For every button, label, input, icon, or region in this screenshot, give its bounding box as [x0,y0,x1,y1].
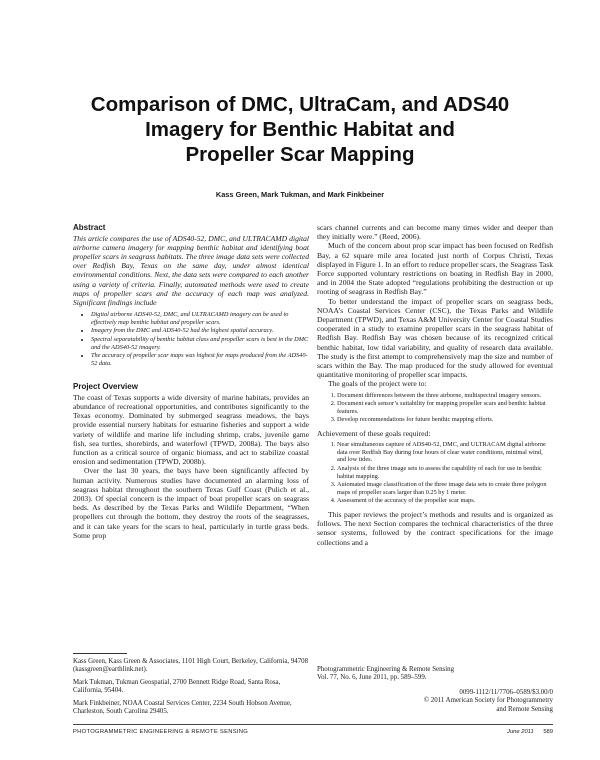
overview-paragraph: Over the last 30 years, the bays have been significantly affected by human activity. Numerous studies have documented an alarming loss of seagrass habitat throughout the southern Texas Gulf Coast (Pulich et al., 2003). Of special concern is the impact of boat propeller scars on seagrass beds. As described by the Texas Parks and Wildlife Department, “When propellers cut through the bottom, they destroy the roots of the seagrasses, and it can take years for the scars to heal, particularly in turtle grass beds. Some prop [73,466,309,540]
article-title [40,92,560,167]
abstract-text: This article compares the use of ADS40-52, DMC, and ULTRACAMD digital airborne camera imagery for mapping benthic habitat and identifying boat propeller scars in seagrass habitats. The three image data sets were collected over Redfish Bay, Texas on the same day, under almost identical environmental conditions. Next, the data sets were compared to each another using a variety of criteria. Finally, automated methods were used to create maps of propeller scars and the accuracy of each map was analyzed. Significant findings include [73,233,309,307]
body-paragraph: To better understand the impact of propeller scars on seagrass beds, NOAA’s Coastal Services Center (CSC), the Texas Parks and Wildlife Department (TPWD), and Texas A&M University Center for Coastal Studies cooperated in a study to examine propeller scars in the seagrass habitat of Redfish Bay. Redfish Bay was chosen because of its recognized critical benthic habitat, low tidal variability, and quality of research data available. The study is the first attempt to comprehensively map the size and number of scars within the Bay. The map produced for the study allowed for eventual quantitative monitoring of propeller scar impacts. [317,296,553,380]
steps-list [337,441,553,505]
article-code: 0099-1112/11/7706–0589/$3.00/0 [459,688,553,696]
title-line: Imagery for Benthic Habitat and [145,118,455,141]
page-footer [507,729,553,735]
left-column [73,223,309,540]
title-line: Comparison of DMC, UltraCam, and ADS40 [90,93,510,116]
findings-list [91,311,309,367]
affiliation: Mark Tukman, Tukman Geospatial, 2700 Bennett Ridge Road, Santa Rosa, California, 95404. [73,678,281,695]
step-item: 1. Near simultaneous capture of ADS40-52, DMC, and ULTRACAM digital airborne data over Redfish Bay during four hours of clear water conditions, minimal wind, and low tides. [337,441,553,464]
finding-item: • The accuracy of propeller scar maps was highest for maps produced from the ADS40-52 data. [91,352,309,367]
title-line: Propeller Scar Mapping [185,143,415,166]
body-paragraph: This paper reviews the project’s methods and results and is organized as follows. The next Section compares the technical characteristics of the three sensor systems, followed by the contract specifications for the image collections and a [317,509,553,547]
copyright: © 2011 American Society for Photogrammetry [423,697,553,705]
footnote-divider [73,653,127,654]
overview-paragraph: The coast of Texas supports a wide diversity of marine habitats, provides an abundance of recreational opportunities, and contributes significantly to the Texas economy. Dominated by submerged seagrass meadows, the bays provide essential nursery habitats for estuarine fisheries and support a wide variety of wildlife and marine life including shrimp, crabs, juvenile game fish, sea turtles, shorebirds, and waterfowl (TPWD, 2008a). The bays also function as a critical source of organic biomass, and act to stabilize coastal erosion and sedimentation (TPWD, 2008b). [73,392,309,467]
affiliation: Mark Finkbeiner, NOAA Coastal Services Center, 2234 South Hobson Avenue, Charleston, South Carolina 29405. [73,699,292,716]
goal-item: 3. Develop recommendations for future benthic mapping efforts. [337,416,553,424]
body-paragraph: scars channel currents and can become many times wider and deeper than they initially were.” (Reed, 2006). [317,223,553,242]
finding-item: • Imagery from the DMC and ADS40-52 had the highest spatial accuracy. [91,327,309,335]
goals-list [337,392,553,424]
goal-item: 1. Document differences between the three airborne, multispectral imagery sensors. [337,392,553,400]
author-affiliations [73,658,309,720]
body-paragraph: The goals of the project were to: [328,379,427,389]
abstract-heading: Abstract [73,223,106,232]
running-head: PHOTOGRAMMETRIC ENGINEERING & REMOTE SENSING [73,729,249,735]
right-column [317,223,553,547]
journal-volume: Vol. 77, No. 6, June 2011, pp. 589–599. [317,674,427,682]
page-number: 589 [543,729,553,735]
affiliation: Kass Green, Kass Green & Associates, 1101 High Court, Berkeley, California, 94708 (kassgreen@earthlink.net). [73,658,309,674]
finding-item: • Spectral separatability of benthic habitat class and propeller scars is best in the DMC and the ADS40-52 imagery. [91,336,309,351]
body-paragraph: Much of the concern about prop scar impact has been focused on Redfish Bay, a 62 square mile area located just north of Corpus Christi, Texas displayed in Figure 1. In an effort to reduce propeller scars, the Seagrass Task Force supported voluntary restrictions on boating in Redfish Bay in 2000, and in 2004 the State adopted “regulations prohibiting the destruction or up rooting of seagrass in Redfish Bay.” [317,241,553,297]
body-paragraph: Achievement of these goals required: [317,429,431,439]
goal-item: 2. Document each sensor’s suitability for mapping propeller scars and benthic habitat features. [337,400,553,415]
step-item: 3. Automated image classification of the three image data sets to create three polygon maps of propeller scars larger than 0.25 by 1 meter. [337,481,553,496]
copyright-cont: and Remote Sensing [496,705,553,713]
issue-date: June 2011 [507,729,534,735]
finding-item: • Digital airborne ADS40-52, DMC, and ULTRACAMD imagery can be used to effectively map benthic habitat and propeller scars. [91,311,309,326]
author-list: Kass Green, Mark Tukman, and Mark Finkbeiner [215,190,385,199]
step-item: 2. Analysis of the three image sets to assess the capability of each for use in benthic habitat mapping. [337,465,553,480]
publication-info [317,666,553,714]
step-item: 4. Assessment of the accuracy of the propeller scar maps. [337,497,553,505]
overview-heading: Project Overview [73,382,138,392]
bottom-divider [73,724,553,725]
journal-name: Photogrammetric Engineering & Remote Sensing [317,666,455,673]
